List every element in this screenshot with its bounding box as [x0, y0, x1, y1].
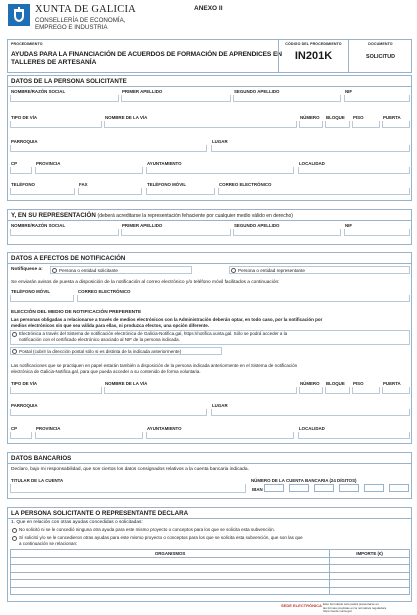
- representative-title: [11, 212, 293, 219]
- representative-note: (deberá acreditarse la representación fehaciente por cualquier medio válido en derecho): [97, 213, 293, 219]
- postal-radio[interactable]: [12, 349, 17, 354]
- table-row: [11, 572, 410, 580]
- rep-surname1-label: PRIMER APELLIDO: [122, 223, 163, 228]
- rep-nif-field[interactable]: [344, 229, 410, 236]
- sede-logo: SEDE ELECTRÓNICA: [281, 603, 322, 608]
- applicant-fax-field[interactable]: [78, 188, 142, 195]
- applicant-council-field[interactable]: [146, 167, 294, 174]
- procedure-description: [11, 51, 282, 67]
- applicant-cp-field[interactable]: [10, 167, 32, 174]
- applicant-phone-field[interactable]: [10, 188, 75, 195]
- applicant-title: DATOS DE LA PERSONA SOLICITANTE: [11, 78, 127, 85]
- electronic-line-2: notificación con el certificado electrónico asociado al NIF de la persona indicada.: [19, 337, 180, 342]
- col-amount: IMPORTE (€): [330, 550, 410, 558]
- table-row: [11, 580, 410, 588]
- notify-number-label: NÚMERO: [300, 381, 320, 386]
- other-aid-radio[interactable]: [12, 536, 17, 541]
- amount-cell[interactable]: [330, 557, 410, 565]
- procedure-code-label: CÓDIGO DEL PROCEDIMIENTO: [285, 42, 342, 46]
- applicant-name-field[interactable]: [10, 95, 119, 102]
- amount-cell[interactable]: [330, 572, 410, 580]
- notify-applicant-radio[interactable]: [52, 268, 57, 273]
- postal-text: [11, 363, 411, 375]
- notify-roadtype-field[interactable]: [10, 387, 102, 394]
- applicant-nif-field[interactable]: [344, 95, 410, 102]
- notification-section: [7, 252, 412, 444]
- table-row: [11, 587, 410, 595]
- postal-text-line-1: Las notificaciones que se practiquen en papel estarán también a disposición de la persona indicada anteriormente en el Sistema de notificación: [11, 363, 298, 368]
- declaration-title: LA PERSONA SOLICITANTE O REPRESENTANTE DECLARA: [11, 510, 189, 517]
- account-holder-field[interactable]: [10, 484, 246, 493]
- organism-cell[interactable]: [11, 580, 330, 588]
- applicant-nif-label: NIF: [345, 89, 353, 94]
- document-value: SOLICITUD: [365, 54, 396, 60]
- other-aid-line-2: a continuación se relacionan:: [19, 540, 78, 546]
- account-holder-label: TITULAR DE LA CUENTA: [11, 478, 64, 483]
- procedure-cell: [8, 40, 282, 72]
- notify-email-label: CORREO ELECTRÓNICO: [78, 289, 131, 294]
- notify-door-label: PUERTA: [383, 381, 401, 386]
- procedure-desc-line-2: TALLERES DE ARTESANÍA: [11, 59, 97, 66]
- applicant-surname2-field[interactable]: [233, 95, 341, 102]
- notify-mobile-field[interactable]: [10, 295, 74, 302]
- notify-block-field[interactable]: [325, 387, 350, 394]
- applicant-parish-field[interactable]: [10, 145, 207, 152]
- xunta-logo-icon: [8, 4, 30, 26]
- applicant-place-field[interactable]: [211, 145, 410, 152]
- applicant-fax-label: FAX: [79, 182, 88, 187]
- applicant-roadtype-field[interactable]: [10, 121, 102, 128]
- other-aid-line-1: Sí solicitó y/o se le concedieron otras ayudas para este mismo proyecto o conceptos para los que se solicita esta subvención, que son las que: [19, 535, 303, 540]
- notify-province-field[interactable]: [35, 432, 143, 439]
- notify-to-label: Notifíquese a:: [11, 267, 43, 272]
- amount-cell[interactable]: [330, 580, 410, 588]
- notify-representative-label: Persona o entidad representante: [238, 267, 305, 273]
- brand-subtitle: [35, 17, 125, 32]
- procedure-box: [7, 39, 412, 73]
- notify-mobile-label: TELÉFONO MÓVIL: [11, 289, 51, 294]
- postal-text-line-2: electrónica de Galicia-Notifica.gal, para que pueda acceder a su contenido de forma voluntaria.: [11, 369, 201, 374]
- bank-section: [7, 452, 412, 499]
- pref-text: [11, 317, 411, 329]
- applicant-section: [7, 75, 412, 201]
- notify-locality-field[interactable]: [298, 432, 410, 439]
- notice-text: Se enviarán avisos de puesta a disposición de la notificación al correo electrónico y/o teléfono móvil facilitados a continuación:: [11, 280, 280, 285]
- account-number-label: NÚMERO DE LA CUENTA BANCARIA (24 DÍGITOS): [251, 478, 357, 483]
- applicant-email-field[interactable]: [218, 188, 410, 195]
- applicant-number-field[interactable]: [299, 121, 323, 128]
- applicant-province-label: PROVINCIA: [36, 161, 61, 166]
- organism-cell[interactable]: [11, 565, 330, 573]
- applicant-roadname-field[interactable]: [104, 121, 297, 128]
- footer-line-3: https://sede.xunta.gal: [323, 609, 352, 614]
- applicant-locality-field[interactable]: [298, 167, 410, 174]
- iban-box-5[interactable]: [364, 484, 384, 492]
- footer: [281, 603, 411, 613]
- organism-cell[interactable]: [11, 587, 330, 595]
- pref-text-line-2: medios electrónicos sin que sea válida para ellas, ni produzca efectos, una opción diferente.: [11, 322, 210, 328]
- applicant-parish-label: PARROQUIA: [11, 139, 38, 144]
- notify-roadtype-label: TIPO DE VÍA: [11, 381, 38, 386]
- applicant-mobile-label: TELÉFONO MÓVIL: [147, 182, 187, 187]
- electronic-line-1: Electrónica a través del Sistema de notificación electrónica de Galicia-Notifica.gal, https://notifica.xunta.gal. Sólo se podrá acceder a la: [19, 331, 288, 336]
- table-row: [11, 557, 410, 565]
- applicant-surname2-label: SEGUNDO APELLIDO: [234, 89, 280, 94]
- applicant-surname1-field[interactable]: [121, 95, 231, 102]
- applicant-block-field[interactable]: [325, 121, 350, 128]
- bank-declaration: Declaro, bajo mi responsabilidad, que son ciertos los datos consignados relativos a la cuenta bancaria indicada.: [11, 467, 249, 472]
- notify-floor-label: PISO: [353, 381, 364, 386]
- notify-applicant-label: Persona o entidad solicitante: [59, 267, 118, 273]
- document-cell: [348, 40, 412, 72]
- organism-cell[interactable]: [11, 572, 330, 580]
- col-organisms: ORGANISMOS: [11, 550, 330, 558]
- no-other-aid-label: No solicitó ni se le concedió ninguna otra ayuda para este mismo proyecto o conceptos para los que se solicita esta subvención.: [19, 527, 275, 532]
- header: [8, 3, 412, 41]
- procedure-code-cell: [278, 40, 348, 72]
- organisms-table: [10, 549, 410, 595]
- annex-label: ANEXO II: [194, 5, 223, 12]
- brand-line-1: CONSELLERÍA DE ECONOMÍA,: [35, 17, 126, 24]
- amount-cell[interactable]: [330, 565, 410, 573]
- notify-place-field[interactable]: [211, 409, 410, 416]
- rep-name-label: NOMBRE/RAZÓN SOCIAL: [11, 223, 66, 228]
- applicant-cp-label: CP: [11, 161, 18, 166]
- brand-line-2: EMPREGO E INDUSTRIA: [35, 24, 108, 32]
- applicant-door-field[interactable]: [382, 121, 410, 128]
- declaration-section: [7, 507, 412, 602]
- iban-label: IBAN: [252, 487, 263, 492]
- amount-cell[interactable]: [330, 587, 410, 595]
- applicant-email-label: CORREO ELECTRÓNICO: [219, 182, 272, 187]
- declaration-item-1: 1. Que en relación con otras ayudas concedidas o solicitadas:: [11, 520, 143, 525]
- footer-line-2: las formas previstas en la normativa reguladora: [323, 605, 387, 610]
- iban-box-6[interactable]: [389, 484, 409, 492]
- notify-parish-label: PARROQUIA: [11, 403, 38, 408]
- applicant-block-label: BLOQUE: [326, 115, 345, 120]
- rep-surname1-field[interactable]: [121, 229, 231, 236]
- notify-floor-field[interactable]: [352, 387, 380, 394]
- applicant-roadtype-label: TIPO DE VÍA: [11, 115, 38, 120]
- rep-nif-label: NIF: [345, 223, 353, 228]
- notify-council-label: AYUNTAMIENTO: [147, 426, 182, 431]
- rep-name-field[interactable]: [10, 229, 119, 236]
- iban-box-1[interactable]: [264, 484, 284, 492]
- document-label: DOCUMENTO: [368, 42, 393, 46]
- table-header-row: [11, 550, 410, 558]
- other-aid-label: [19, 535, 411, 547]
- iban-box-4[interactable]: [339, 484, 359, 492]
- electronic-radio[interactable]: [12, 332, 17, 337]
- pref-title: ELECCIÓN DEL MEDIO DE NOTIFICACIÓN PREFERENTE: [11, 310, 142, 315]
- notify-representative-radio[interactable]: [231, 268, 236, 273]
- applicant-door-label: PUERTA: [383, 115, 401, 120]
- notify-roadname-label: NOMBRE DE LA VÍA: [105, 381, 148, 386]
- footer-line-1: Este formulario sólo podrá presentarse en: [323, 602, 379, 606]
- applicant-place-label: LUGAR: [212, 139, 228, 144]
- applicant-phone-label: TELÉFONO: [11, 182, 35, 187]
- applicant-council-label: AYUNTAMIENTO: [147, 161, 182, 166]
- applicant-surname1-label: PRIMER APELLIDO: [122, 89, 163, 94]
- notification-title: DATOS A EFECTOS DE NOTIFICACIÓN: [11, 255, 126, 262]
- applicant-floor-field[interactable]: [352, 121, 380, 128]
- notify-door-field[interactable]: [382, 387, 410, 394]
- notify-email-field[interactable]: [77, 295, 410, 302]
- postal-label: Postal (cubrir la dirección postal sólo si es distinta de la indicada anteriormente): [19, 348, 182, 354]
- applicant-roadname-label: NOMBRE DE LA VÍA: [105, 115, 148, 120]
- applicant-number-label: NÚMERO: [300, 115, 320, 120]
- applicant-mobile-field[interactable]: [146, 188, 215, 195]
- notify-roadname-field[interactable]: [104, 387, 297, 394]
- rep-surname2-field[interactable]: [233, 229, 341, 236]
- notify-number-field[interactable]: [299, 387, 323, 394]
- notify-cp-label: CP: [11, 426, 18, 431]
- organism-cell[interactable]: [11, 557, 330, 565]
- notify-council-field[interactable]: [146, 432, 294, 439]
- iban-box-2[interactable]: [289, 484, 309, 492]
- notify-cp-field[interactable]: [10, 432, 32, 439]
- pref-text-line-1: Las personas obligadas a relacionarse a través de medios electrónicos con la Administración deberán optar, en todo caso, por la notificación por: [11, 317, 323, 322]
- notify-province-label: PROVINCIA: [36, 426, 61, 431]
- procedure-code: IN201K: [294, 50, 333, 62]
- iban-box-3[interactable]: [314, 484, 334, 492]
- applicant-locality-label: LOCALIDAD: [299, 161, 325, 166]
- applicant-province-field[interactable]: [35, 167, 143, 174]
- procedure-desc-line-1: AYUDAS PARA LA FINANCIACIÓN DE ACUERDOS DE FORMACIÓN DE APRENDICES EN: [11, 51, 282, 58]
- notify-locality-label: LOCALIDAD: [299, 426, 325, 431]
- electronic-label: [19, 331, 409, 343]
- table-row: [11, 565, 410, 573]
- notify-parish-field[interactable]: [10, 409, 207, 416]
- representative-section: [7, 209, 412, 245]
- brand-title: XUNTA DE GALICIA: [35, 4, 136, 15]
- procedure-label: PROCEDIMIENTO: [11, 42, 43, 46]
- footer-text: [323, 603, 413, 614]
- notify-place-label: LUGAR: [212, 403, 228, 408]
- notify-block-label: BLOQUE: [326, 381, 345, 386]
- applicant-floor-label: PISO: [353, 115, 364, 120]
- rep-surname2-label: SEGUNDO APELLIDO: [234, 223, 280, 228]
- bank-title: DATOS BANCARIOS: [11, 455, 72, 462]
- representative-title-text: Y, EN SU REPRESENTACIÓN: [11, 212, 96, 219]
- no-other-aid-radio[interactable]: [12, 528, 17, 533]
- applicant-name-label: NOMBRE/RAZÓN SOCIAL: [11, 89, 66, 94]
